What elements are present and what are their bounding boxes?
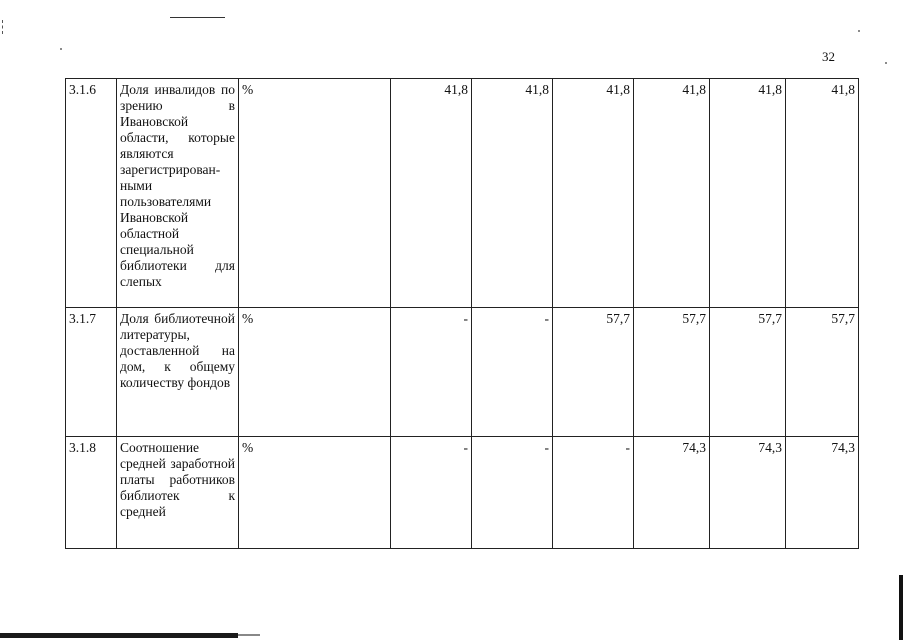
page-number: 32 xyxy=(822,49,835,64)
value-cell: - xyxy=(553,437,634,549)
header-rule xyxy=(170,17,225,18)
unit-cell: % xyxy=(239,79,391,308)
value-cell: - xyxy=(472,437,553,549)
table-row xyxy=(66,308,859,437)
value-cell: 57,7 xyxy=(634,308,710,437)
value-cell: 41,8 xyxy=(553,79,634,308)
value-cell: 57,7 xyxy=(553,308,634,437)
scan-speck xyxy=(885,62,887,64)
indicator-name: Доля библиотечной литературы, доставленной на дом, к общему количеству фондов xyxy=(117,308,239,437)
value-cell: 41,8 xyxy=(472,79,553,308)
row-code: 3.1.7 xyxy=(66,308,117,437)
unit-cell: % xyxy=(239,437,391,549)
value-cell: 57,7 xyxy=(786,308,859,437)
value-cell: 57,7 xyxy=(710,308,786,437)
value-cell: - xyxy=(472,308,553,437)
scan-edge-bar xyxy=(899,575,903,640)
value-cell: 74,3 xyxy=(634,437,710,549)
value-cell: 41,8 xyxy=(786,79,859,308)
margin-mark xyxy=(2,20,4,34)
value-cell: 74,3 xyxy=(786,437,859,549)
table-row xyxy=(66,79,859,308)
indicator-name: Соотношение средней заработной платы работников библиотек к средней xyxy=(117,437,239,549)
scan-speck xyxy=(858,30,860,32)
value-cell: 41,8 xyxy=(391,79,472,308)
value-cell: 41,8 xyxy=(710,79,786,308)
indicators-table xyxy=(65,78,859,549)
table-row xyxy=(66,437,859,549)
indicator-name: Доля инвалидов по зрению в Ивановской области, которые являются зарегистрирован-ными пользователями Ивановской областной специальной библиотеки для слепых xyxy=(117,79,239,308)
scan-bottom-bar xyxy=(0,633,238,638)
scan-speck xyxy=(60,48,62,50)
value-cell: - xyxy=(391,437,472,549)
value-cell: 74,3 xyxy=(710,437,786,549)
value-cell: 41,8 xyxy=(634,79,710,308)
row-code: 3.1.6 xyxy=(66,79,117,308)
row-code: 3.1.8 xyxy=(66,437,117,549)
value-cell: - xyxy=(391,308,472,437)
scan-bottom-bar-faint xyxy=(238,634,260,636)
unit-cell: % xyxy=(239,308,391,437)
